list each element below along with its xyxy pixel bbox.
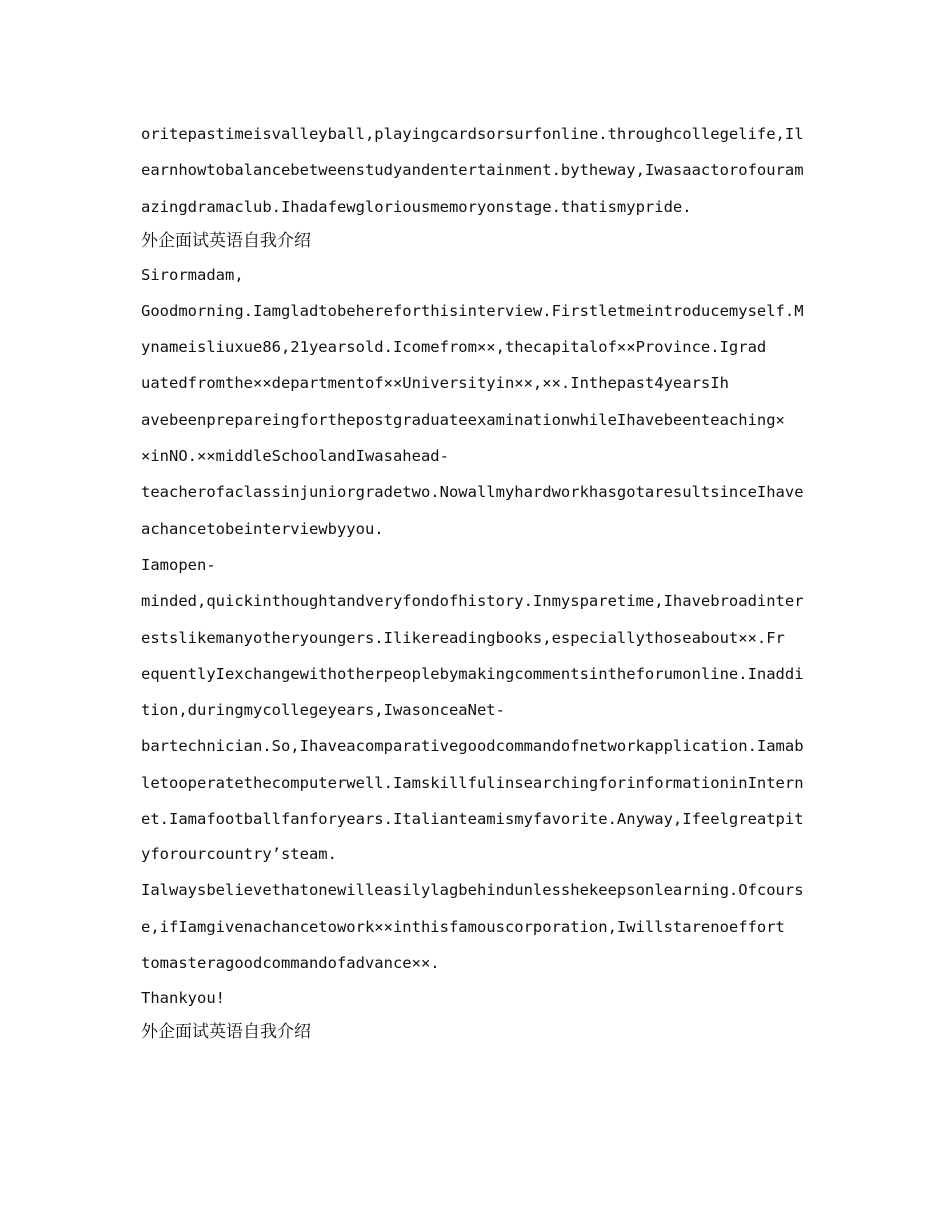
text-line: Goodmorning.Iamgladtobehereforthisinterview.Firstletmeintroducemyself.M	[141, 301, 804, 320]
text-line: letooperatethecomputerwell.IamskillfulinsearchingforinformationinIntern	[141, 773, 804, 792]
text-line: ynameisliuxue86,21yearsold.Icomefrom××,thecapitalof××Province.Igrad	[141, 338, 767, 357]
text-line: et.Iamafootballfanforyears.Italianteamismyfavorite.Anyway,Ifeelgreatpit	[141, 810, 804, 829]
text-line: yforourcountry’steam.	[141, 845, 337, 864]
text-line: achancetobeinterviewbyyou.	[141, 519, 384, 538]
text-line: Ialwaysbelievethatonewilleasilylagbehindunlesshekeepsonlearning.Ofcours	[141, 881, 804, 900]
text-line: tomasteragoodcommandofadvance××.	[141, 953, 440, 972]
text-line: e,ifIamgivenachancetowork××inthisfamouscorporation,Iwillstarenoeffort	[141, 917, 785, 936]
paragraph-introduction	[141, 293, 805, 547]
continued-paragraph	[141, 116, 805, 225]
section-heading: 外企面试英语自我介绍	[141, 230, 311, 251]
text-line: equentlyIexchangewithotherpeoplebymakingcommentsintheforumonline.Inaddi	[141, 664, 804, 683]
text-line: earnhowtobalancebetweenstudyandentertainment.bytheway,Iwasaactorofouram	[141, 161, 804, 180]
text-line: tion,duringmycollegeyears,IwasonceaNet-	[141, 701, 505, 720]
text-line: bartechnician.So,Ihaveacomparativegoodcommandofnetworkapplication.Iamab	[141, 737, 804, 756]
text-line: azingdramaclub.Ihadafewgloriousmemoryonstage.thatismypride.	[141, 197, 692, 216]
text-line: teacherofaclassinjuniorgradetwo.NowallmyhardworkhasgotaresultsinceIhave	[141, 483, 804, 502]
paragraph-personality	[141, 547, 805, 872]
text-line: minded,quickinthoughtandveryfondofhistory.Inmysparetime,Ihavebroadinter	[141, 592, 804, 611]
closing-text: Thankyou!	[141, 989, 225, 1008]
paragraph-learning	[141, 872, 805, 981]
document-body	[141, 116, 805, 1049]
text-line: estslikemanyotheryoungers.Ilikereadingbooks,especiallythoseabout××.Fr	[141, 628, 785, 647]
text-line: oritepastimeisvalleyball,playingcardsorsurfonline.throughcollegelife,Il	[141, 125, 804, 143]
salutation: Sirormadam,	[141, 265, 244, 284]
text-line: Iamopen-	[141, 555, 216, 574]
text-line: uatedfromthe××departmentof××Universityin××,××.Inthepast4yearsIh	[141, 374, 729, 393]
text-line: ×inNO.××middleSchoolandIwasahead-	[141, 447, 449, 466]
section-heading: 外企面试英语自我介绍	[141, 1022, 311, 1043]
text-line: avebeenprepareingforthepostgraduateexaminationwhileIhavebeenteaching×	[141, 410, 785, 429]
